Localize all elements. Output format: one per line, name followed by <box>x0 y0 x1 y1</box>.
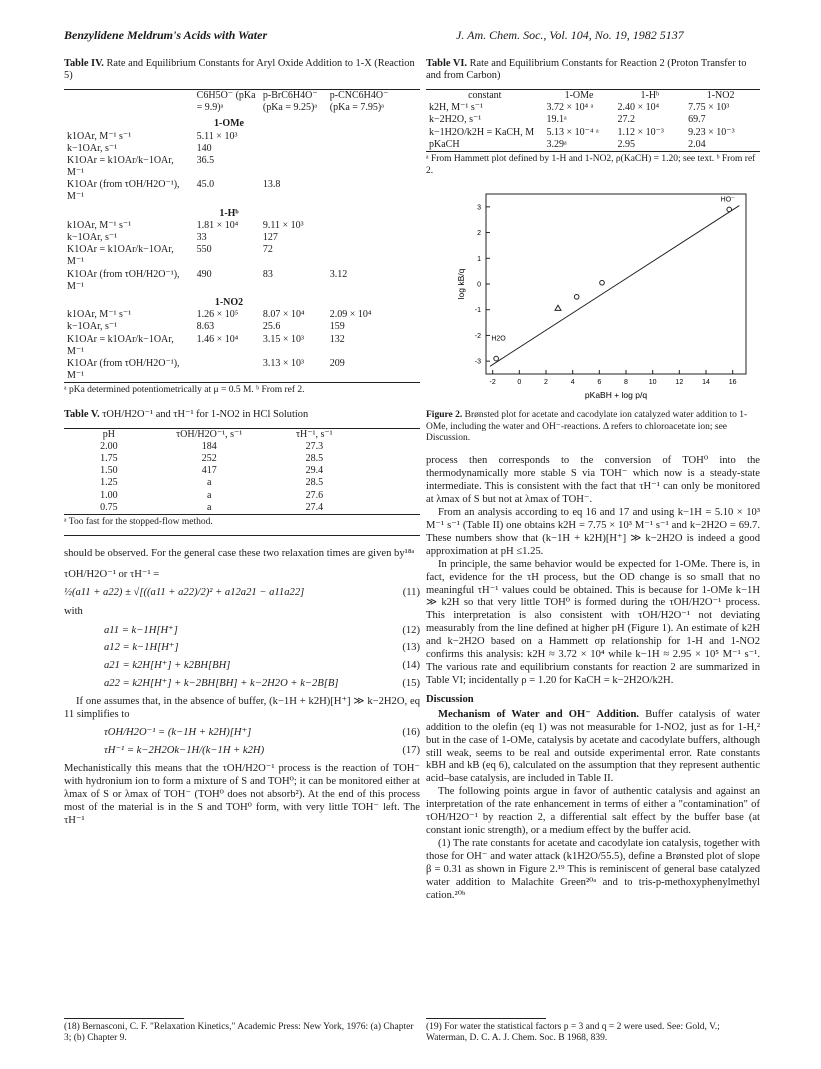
table4-cell <box>327 131 394 143</box>
left-paragraph-1: should be observed. For the general case these two relaxation times are given by¹⁸ᵃ <box>64 547 415 559</box>
table4-cell: 9.11 × 10³ <box>262 219 304 231</box>
x-tick-label: 0 <box>517 378 522 386</box>
eq11-intro: τOH/H2O⁻¹ or τH⁻¹ = <box>64 568 160 580</box>
x-tick-label: 10 <box>648 378 657 386</box>
table4-row <box>64 220 394 232</box>
table6-row <box>426 127 756 139</box>
table5-row <box>64 465 364 477</box>
table4-cell <box>327 220 394 232</box>
table6-row-label: k−1H2O/k2H = KaCH, M <box>429 126 535 138</box>
running-header-journal: J. Am. Chem. Soc., Vol. 104, No. 19, 1982 5137 <box>456 28 684 42</box>
equation-text: a21 = k2H[H⁺] + k2BH[BH] <box>104 660 231 672</box>
table4-cell: 8.07 × 10⁴ <box>262 309 305 321</box>
y-tick-label: 3 <box>477 204 481 212</box>
table4-cell <box>327 143 394 155</box>
table4-row-label: K1OAr = k1OAr/k−1OAr, M⁻¹ <box>67 333 174 357</box>
table4-row-label: K1OAr (from τOH/H2O⁻¹), M⁻¹ <box>67 357 180 382</box>
footnote-18: (18) Bernasconi, C. F. "Relaxation Kinetics," Academic Press: New York, 1976: (a) Chapter 3; (b) Chapter 9. <box>64 1018 420 1045</box>
table4 <box>64 90 394 382</box>
table4-cell: 209 <box>329 357 345 369</box>
table6-cell: 9.23 × 10⁻³ <box>688 126 735 138</box>
table5 <box>64 429 364 514</box>
table5-row <box>64 441 364 453</box>
equation-number: (14) <box>402 660 420 672</box>
figure2-caption: Figure 2. Brønsted plot for acetate and cacodylate ion catalyzed water addition to 1-OMe, including the water and OH⁻-reactions. Δ refers to chloroacetate ion; see Discussion. <box>426 409 748 444</box>
table5-cell: 1.25 <box>100 477 118 489</box>
data-point <box>600 280 605 285</box>
table6-row <box>426 102 756 114</box>
equation-number: (15) <box>402 678 420 690</box>
table4-cell: 490 <box>196 268 212 280</box>
table6-row-label: k2H, M⁻¹ s⁻¹ <box>429 102 484 114</box>
right-paragraph-5: The following points argue in favor of authentic catalysis and against an interpretation of the rate enhancement in terms of either a "contamination" of τOH/H2O⁻¹ by reaction 2, a differential salt effect by the buffer base (at constant ionic strength), or a medium effect by the buffer acid. <box>426 786 760 837</box>
table5-cell: 27.3 <box>305 440 324 452</box>
table4-cell: 1.26 × 10⁵ <box>196 309 239 321</box>
equation-13 <box>104 642 420 655</box>
equation-15 <box>104 678 420 691</box>
table5-cell: 0.75 <box>100 501 118 513</box>
table5-cell: a <box>207 489 212 501</box>
table6-cell: 7.75 × 10³ <box>688 102 730 114</box>
data-point <box>727 207 732 212</box>
table4-row <box>64 244 394 268</box>
x-tick-label: 16 <box>728 378 737 386</box>
table6 <box>426 90 756 151</box>
table5-header-tau-oh: τOH/H2O⁻¹, s⁻¹ <box>176 428 243 440</box>
table5-cell: 28.5 <box>305 453 324 465</box>
x-tick-label: 4 <box>570 378 575 386</box>
table4-cell: 13.8 <box>262 179 281 191</box>
equation-text: a22 = k2H[H⁺] + k−2BH[BH] + k−2H2O + k−2B[B] <box>104 678 339 690</box>
y-axis-label: log kB/q <box>456 268 466 300</box>
table5-row <box>64 453 364 465</box>
table5-cell: 29.4 <box>305 465 324 477</box>
table4-section-title: 1-OMe <box>214 118 244 130</box>
table5-cell: 1.75 <box>100 453 118 465</box>
table4-row <box>64 155 394 179</box>
table4-row <box>64 358 394 382</box>
table6-header-ome: 1-OMe <box>564 89 594 101</box>
x-tick-label: 6 <box>597 378 602 386</box>
table6-header-constant: constant <box>468 89 502 101</box>
table4-cell: 72 <box>262 244 273 256</box>
table4-cell: 127 <box>262 232 278 244</box>
table6-caption: Table VI. Rate and Equilibrium Constants for Reaction 2 (Proton Transfer to and from Carbon) <box>426 58 747 82</box>
data-point <box>574 294 579 299</box>
table6-footnote: ᵃ From Hammett plot defined by 1-H and 1-NO2, ρ(KaCH) = 1.20; see text. ᵇ From ref 2. <box>426 153 756 176</box>
table4-cell: 3.15 × 10³ <box>262 333 305 345</box>
table6-cell: 2.40 × 10⁴ <box>617 102 660 114</box>
table4-cell: 2.09 × 10⁴ <box>329 309 372 321</box>
table4-cell: 45.0 <box>196 179 215 191</box>
table4-col-2: p-BrC6H4O⁻ (pKa = 9.25)ᵃ <box>262 89 318 114</box>
table4-row-label: K1OAr = k1OAr/k−1OAr, M⁻¹ <box>67 244 174 268</box>
y-tick-label: -1 <box>474 306 481 314</box>
y-tick-label: 0 <box>477 281 481 289</box>
table5-cell: a <box>207 477 212 489</box>
table4-cell: 8.63 <box>196 321 215 333</box>
table4-cell <box>327 232 394 244</box>
x-tick-label: 14 <box>702 378 710 386</box>
table4-row-label: K1OAr = k1OAr/k−1OAr, M⁻¹ <box>67 154 174 179</box>
table5-header-tau-h: τH⁻¹, s⁻¹ <box>296 428 333 440</box>
annotation-label: HO⁻ <box>720 196 735 204</box>
table4-col-3: p-CNC6H4O⁻ (pKa = 7.95)ᵃ <box>329 89 389 114</box>
table4-cell: 83 <box>262 268 273 280</box>
table4-row <box>64 321 394 333</box>
table5-cell: a <box>207 501 212 513</box>
table4-row-label: k−1OAr, s⁻¹ <box>67 142 118 154</box>
table4-row <box>64 179 394 203</box>
table4-col-1: C6H5O⁻ (pKa = 9.9)ᵃ <box>196 89 256 114</box>
discussion-heading: Discussion <box>426 693 474 705</box>
table6-row <box>426 139 756 151</box>
equation-17: τH⁻¹ = k−2H2Ok−1H/(k−1H + k2H) (17) <box>104 744 420 756</box>
table6-cell: 69.7 <box>688 114 706 126</box>
y-tick-label: -3 <box>474 358 481 366</box>
table6-row <box>426 114 756 126</box>
equation-12 <box>104 625 420 638</box>
table5-cell: 1.50 <box>100 465 118 477</box>
table4-row-label: k1OAr, M⁻¹ s⁻¹ <box>67 130 132 142</box>
table4-row <box>64 232 394 244</box>
table5-cell: 27.4 <box>305 501 324 513</box>
table5-row <box>64 490 364 502</box>
equation-text: a12 = k−1H[H⁺] <box>104 642 179 654</box>
with-label: with <box>64 605 83 617</box>
equation-16: τOH/H2O⁻¹ = (k−1H + k2H)[H⁺] (16) <box>104 727 420 739</box>
table6-cell: 19.1ᵃ <box>546 114 567 126</box>
y-tick-label: -2 <box>474 332 481 340</box>
table6-row-label: k−2H2O, s⁻¹ <box>429 114 482 126</box>
left-paragraph-2: If one assumes that, in the absence of buffer, (k−1H + k2H)[H⁺] ≫ k−2H2O, eq 11 simplifies to <box>64 696 420 721</box>
right-paragraph-6: (1) The rate constants for acetate and cacodylate ion catalysis, together with those for OH⁻ and water attack (k1H2O/55.5), define a Brønsted plot of slope β = 0.31 as shown in Figure 2.¹⁹ This is reminiscent of general base catalyzed water addition to Malachite Green²⁰ᵃ and to tris-p-methoxyphenylmethyl cation.²⁰ᵇ <box>426 838 760 901</box>
plot-frame <box>486 194 746 374</box>
table5-row <box>64 502 364 514</box>
table4-cell: 159 <box>329 321 345 333</box>
table5-cell: 417 <box>201 465 217 477</box>
table4-section-title: 1-NO2 <box>214 296 244 308</box>
annotation-label: H2O <box>491 335 506 343</box>
table4-cell: 132 <box>329 333 345 345</box>
table4-cell: 33 <box>196 232 207 244</box>
table4-row-label: K1OAr (from τOH/H2O⁻¹), M⁻¹ <box>67 179 180 203</box>
table6-cell: 2.04 <box>688 138 706 150</box>
equation-11: ½(a11 + a22) ± √[((a11 + a22)/2)² + a12a21 − a11a22] (11) <box>64 586 420 598</box>
table4-cell: 1.81 × 10⁴ <box>196 219 239 231</box>
right-paragraph-4: Mechanism of Water and OH⁻ Addition. Buffer catalysis of water addition to the olefin (eq 1) was not measurable for 1-NO2, just as for 1-H,² but in the case of 1-OMe, catalysis by acetate and cacodylate buffers, although still weak, seems to be real and outside experimental error. Rate constants kBH and kB (eq 6), calculated on the assumption that they represent authentic acid–base catalysis, are included in Table II. <box>426 708 760 785</box>
table6-cell: 3.72 × 10⁴ ᵃ <box>546 102 594 114</box>
x-axis-label: pKaBH + log p/q <box>584 389 648 400</box>
table4-footnote: ᵃ pKa determined potentiometrically at μ = 0.5 M. ᵇ From ref 2. <box>64 385 305 396</box>
table4-cell: 36.5 <box>196 154 215 166</box>
data-point <box>494 356 499 361</box>
table5-footnote: ᵃ Too fast for the stopped-flow method. <box>64 516 213 527</box>
table4-cell <box>194 358 260 382</box>
table4-row-label: k−1OAr, s⁻¹ <box>67 321 118 333</box>
table4-cell: 140 <box>196 142 212 154</box>
table4-cell: 3.13 × 10³ <box>262 357 305 369</box>
equation-14 <box>104 660 420 673</box>
data-point-triangle <box>555 305 561 310</box>
equation-number: (13) <box>402 642 420 654</box>
right-paragraph-1: process then corresponds to the conversion of TOH⁰ into the thermodynamically more stable S via TOH⁻ which now is a steady-state intermediate. This is consistent with the fact that τH⁻¹ can only be monitored at λmax of S but not at λmax of TOH⁻. <box>426 455 760 506</box>
fit-line <box>490 205 739 366</box>
equation-list <box>64 625 420 692</box>
mechanism-subheading: Mechanism of Water and OH⁻ Addition. <box>438 708 640 720</box>
table4-row <box>64 334 394 358</box>
table4-cell <box>260 155 327 179</box>
table5-cell: 184 <box>201 440 217 452</box>
table4-cell <box>327 179 394 203</box>
left-column <box>64 58 420 828</box>
table5-row <box>64 477 364 489</box>
table4-cell: 25.6 <box>262 321 281 333</box>
table4-cell: 1.46 × 10⁴ <box>196 333 239 345</box>
table5-cell: 27.6 <box>305 489 324 501</box>
table4-section-title: 1-Hᵇ <box>219 207 239 219</box>
table4-cell <box>260 131 327 143</box>
table4-cell <box>260 143 327 155</box>
equation-number: (12) <box>402 624 420 636</box>
x-tick-label: 12 <box>675 378 684 386</box>
table4-row-label: k−1OAr, s⁻¹ <box>67 232 118 244</box>
left-paragraph-3: Mechanistically this means that the τOH/H2O⁻¹ process is the reaction of TOH⁻ with hydronium ion to form a mixture of S and TOH⁰; it can be monitored either at λmax of S or λmax of TOH⁻ (TOH⁰ does not absorb²). At the end of this process most of the material is in the S and TOH⁰ form, with very little TOH⁻ left. The τH⁻¹ <box>64 762 420 826</box>
table4-cell <box>327 244 394 268</box>
bronsted-plot <box>426 186 756 406</box>
running-header-title: Benzylidene Meldrum's Acids with Water <box>64 28 268 42</box>
right-column <box>426 58 760 903</box>
x-tick-label: -2 <box>489 378 496 386</box>
table5-cell: 1.00 <box>100 489 118 501</box>
table5-cell: 2.00 <box>100 440 118 452</box>
table4-row <box>64 269 394 293</box>
x-tick-label: 2 <box>544 378 548 386</box>
right-paragraph-2: From an analysis according to eq 16 and 17 and using k−1H = 5.10 × 10³ M⁻¹ s⁻¹ (Table II) one obtains k2H = 7.75 × 10³ M⁻¹ s⁻¹ and k−2H2O = 69.7. These numbers show that (k−1H + k2H)[H⁺] ≫ k−2H2O is indeed a good approximation at pH ≤1.25. <box>426 506 760 557</box>
table4-cell: 550 <box>196 244 212 256</box>
table4-row <box>64 131 394 143</box>
table5-cell: 28.5 <box>305 477 324 489</box>
table6-cell: 5.13 × 10⁻⁴ ᵃ <box>546 126 599 138</box>
table5-cell: 252 <box>201 453 217 465</box>
table5-header-ph: pH <box>102 428 115 440</box>
table4-row <box>64 143 394 155</box>
table6-cell: 1.12 × 10⁻³ <box>617 126 664 138</box>
table6-header-no2: 1-NO2 <box>706 89 735 101</box>
table4-caption: Table IV. Rate and Equilibrium Constants for Aryl Oxide Addition to 1-X (Reaction 5) <box>64 58 415 82</box>
table6-cell: 27.2 <box>617 114 635 126</box>
y-tick-label: 2 <box>477 229 481 237</box>
footnote-19: (19) For water the statistical factors p = 3 and q = 2 were used. See: Gold, V.; Waterman, D. C. A. J. Chem. Soc. B 1968, 839. <box>426 1018 760 1045</box>
table4-cell <box>327 155 394 179</box>
table4-row-label: K1OAr (from τOH/H2O⁻¹), M⁻¹ <box>67 268 180 292</box>
table6-row-label: pKaCH <box>429 138 460 150</box>
table4-row-label: k1OAr, M⁻¹ s⁻¹ <box>67 219 132 231</box>
equation-text: a11 = k−1H[H⁺] <box>104 624 178 636</box>
table4-row-label: k1OAr, M⁻¹ s⁻¹ <box>67 309 132 321</box>
x-tick-label: 8 <box>624 378 628 386</box>
table6-cell: 3.29ᵃ <box>546 138 567 150</box>
table4-cell: 3.12 <box>329 268 348 280</box>
table4-row <box>64 309 394 321</box>
table5-caption: Table V. τOH/H2O⁻¹ and τH⁻¹ for 1-NO2 in HCl Solution <box>64 409 309 421</box>
y-tick-label: 1 <box>477 255 481 263</box>
table4-cell: 5.11 × 10³ <box>196 130 238 142</box>
right-paragraph-3: In principle, the same behavior would be expected for 1-OMe. There is, in fact, evidence for the τH process, but the OD change is so small that no meaningful τH⁻¹ values could be obtained. This is because for 1-OMe k−1H ≫ k2H so that very little TOH⁰ is formed during the τOH/H2O⁻¹ process. This interpretation is also consistent with τOH/H2O⁻¹ not deviating measurably from the line defined at higher pH (Figure 1). An estimate of k2H and k−2H2O based on a Hammett σp relationship for 1-H and 1-NO2 confirms this analysis: k2H ≈ 3.72 × 10⁴ while k−1H ≈ 2.95 × 10⁵ M⁻¹ s⁻¹. The various rate and equilibrium constants for reaction 2 are summarized in Table VI; incidentally ρ = 1.20 for KaCH = k−2H2O/k2H. <box>426 558 760 686</box>
table6-cell: 2.95 <box>617 138 635 150</box>
table6-header-h: 1-Hᵇ <box>640 89 660 101</box>
